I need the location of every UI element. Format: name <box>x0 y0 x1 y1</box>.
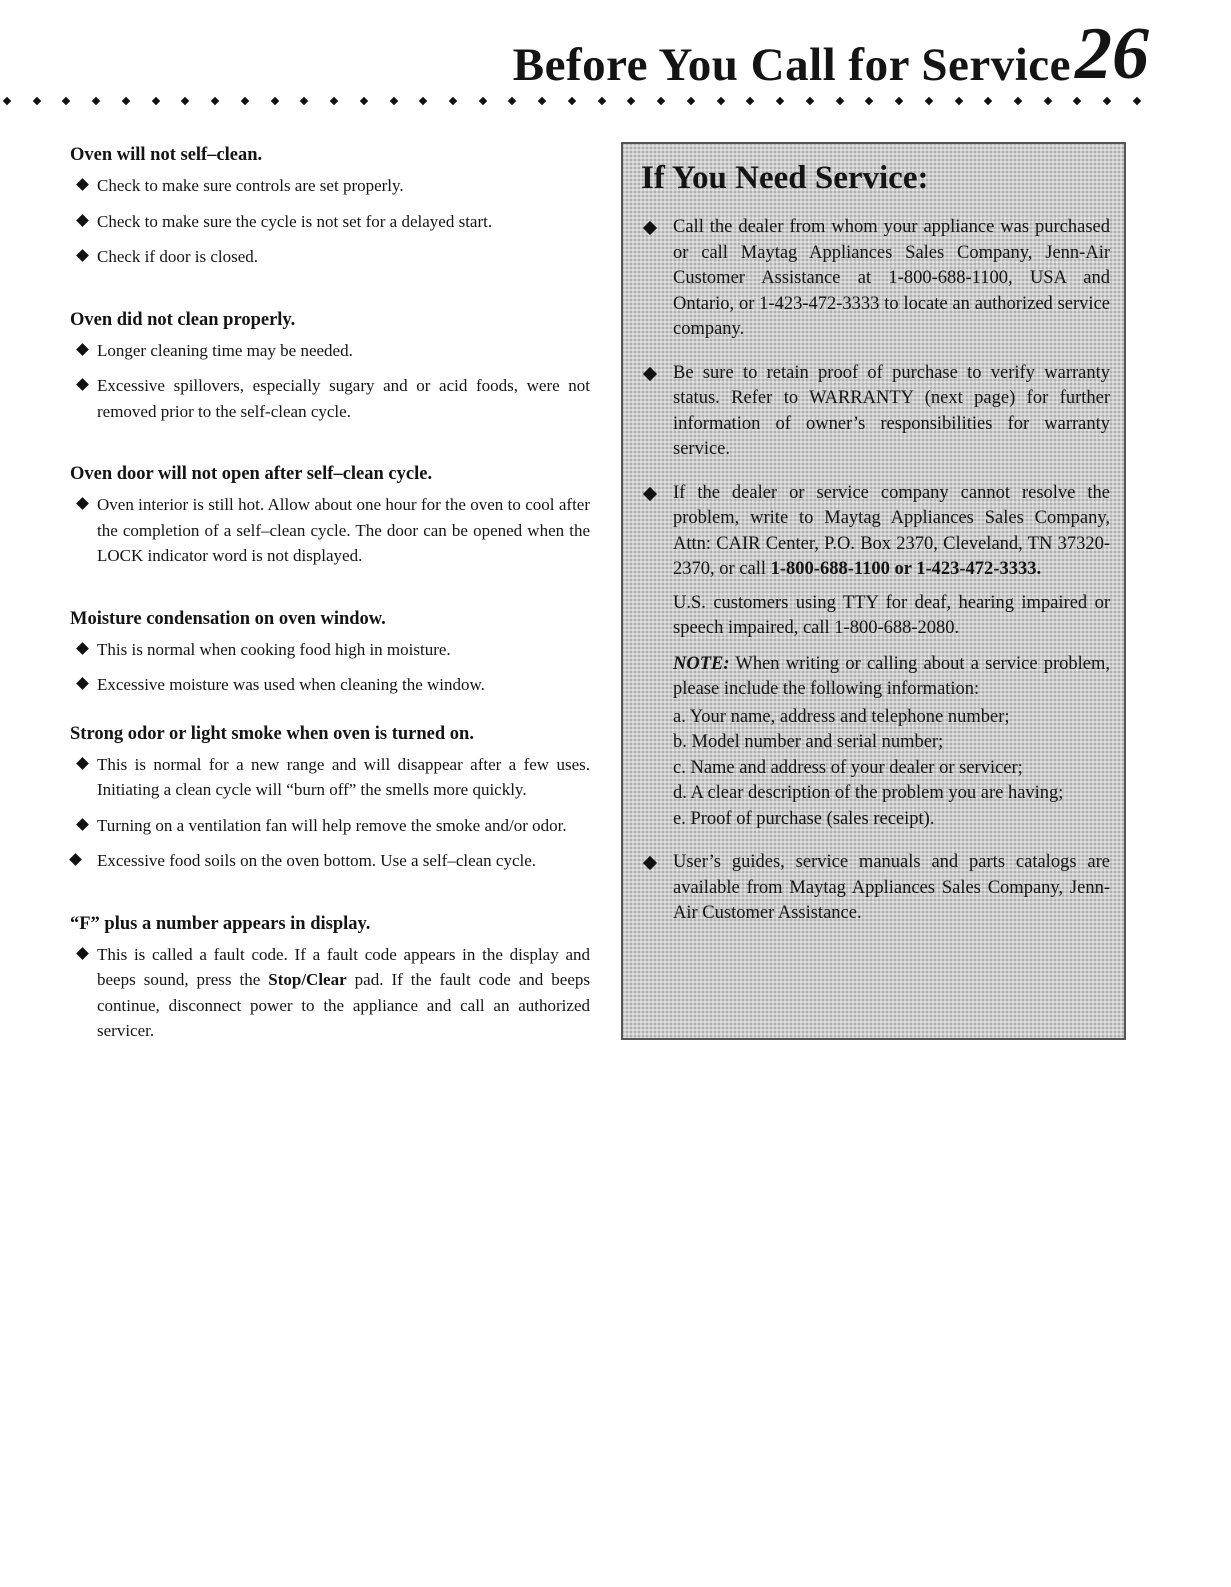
diamond-bullet-icon <box>76 677 89 690</box>
diamond-ornament-icon <box>360 97 368 105</box>
note-list-item: b. Model number and serial number; <box>673 732 944 752</box>
bullet-text: Check to make sure controls are set properly. <box>97 176 404 195</box>
note-list-item: e. Proof of purchase (sales receipt). <box>673 808 935 829</box>
note-list-item: d. A clear description of the problem you are having; <box>673 783 1064 803</box>
diamond-ornament-icon <box>1073 97 1081 105</box>
diamond-ornament-icon <box>657 97 665 105</box>
bullet-item <box>70 848 590 874</box>
service-text: Call the dealer from whom your appliance was purchased or call Maytag Appliances Sales Company, Jenn-Air Customer Assistance at 1-800-688-1100, USA and Ontario, or 1-423-472-3333 to locate an authorized service company. <box>673 217 1110 339</box>
page-number: 26 <box>1075 13 1149 95</box>
diamond-bullet-icon <box>69 853 82 866</box>
diamond-ornament-icon <box>597 97 605 105</box>
diamond-ornament-icon <box>270 97 278 105</box>
diamond-ornament-icon <box>746 97 754 105</box>
troubleshooting-column <box>70 143 590 1068</box>
diamond-ornament-icon <box>1043 97 1051 105</box>
section-heading: “F” plus a number appears in display. <box>70 913 371 934</box>
diamond-bullet-icon <box>76 343 89 356</box>
diamond-ornament-icon <box>984 97 992 105</box>
diamond-ornament-icon <box>865 97 873 105</box>
diamond-ornament-icon <box>300 97 308 105</box>
bullet-text: Turning on a ventilation fan will help remove the smoke and/or odor. <box>97 815 567 835</box>
bullet-item <box>70 942 590 1044</box>
bullet-text: Excessive spillovers, especially sugary and or acid foods, were not removed prior to the self-clean cycle. <box>97 376 590 421</box>
diamond-bullet-icon <box>643 366 657 380</box>
diamond-bullet-icon <box>76 378 89 391</box>
diamond-ornament-icon <box>181 97 189 105</box>
service-phone-numbers: 1-800-688-1100 or 1-423-472-3333. <box>770 559 1042 579</box>
service-text: If the dealer or service company cannot resolve the problem, write to Maytag Appliances Sales Company, Attn: CAIR Center, P.O. Box 2370, Cleveland, TN 37320-2370, or call <box>673 482 1110 579</box>
diamond-ornament-icon <box>241 97 249 105</box>
service-text: User’s guides, service manuals and parts catalogs are available from Maytag Appliances Sales Company, Jenn-Air Customer Assistance. <box>673 852 1110 923</box>
diamond-ornament-icon <box>330 97 338 105</box>
bullet-item <box>70 752 590 803</box>
diamond-ornament-icon <box>806 97 814 105</box>
section-fault-code <box>70 912 590 1044</box>
diamond-ornament-icon <box>508 97 516 105</box>
page-title: Before You Call for Service <box>512 39 1071 91</box>
bullet-item <box>70 244 590 270</box>
note-text: When writing or calling about a service problem, please include the following information: <box>673 653 1110 699</box>
diamond-bullet-icon <box>643 856 657 870</box>
diamond-bullet-icon <box>643 486 657 500</box>
diamond-ornament-icon <box>122 97 130 105</box>
note-list <box>645 705 1110 833</box>
service-item <box>645 215 1110 343</box>
bullet-text: Excessive food soils on the oven bottom. Use a self–clean cycle. <box>97 851 537 870</box>
bullet-text: pad. If the fault code and beeps continue, disconnect power to the appliance and call an authorized servicer. <box>97 970 590 1040</box>
diamond-bullet-icon <box>76 178 89 191</box>
bullet-text: This is normal when cooking food high in moisture. <box>97 639 451 659</box>
diamond-ornament-icon <box>419 97 427 105</box>
diamond-bullet-icon <box>76 642 89 655</box>
diamond-bullet-icon <box>643 221 657 235</box>
note-list-item: c. Name and address of your dealer or servicer; <box>673 757 1023 778</box>
section-heading: Moisture condensation on oven window. <box>70 608 386 629</box>
diamond-ornament-icon <box>1133 97 1141 105</box>
diamond-ornament-icon <box>62 97 70 105</box>
bullet-text: Longer cleaning time may be needed. <box>97 340 353 360</box>
tty-paragraph: U.S. customers using TTY for deaf, hearing impaired or speech impaired, call 1-800-688-2080. <box>673 592 1110 638</box>
bullet-text: Check if door is closed. <box>97 247 258 266</box>
note-list-item: a. Your name, address and telephone number; <box>673 706 1010 727</box>
bullet-text: This is normal for a new range and will disappear after a few uses. Initiating a clean cycle will “burn off” the smells more quickly. <box>97 754 590 799</box>
diamond-bullet-icon <box>76 818 89 831</box>
bullet-text: Oven interior is still hot. Allow about one hour for the oven to cool after the completion of a self–clean cycle. The door can be opened when the LOCK indicator word is not displayed. <box>97 495 590 565</box>
service-box-title: If You Need Service: <box>641 160 929 196</box>
section-moisture <box>70 607 590 698</box>
note-label: NOTE: <box>673 653 730 674</box>
service-item <box>645 361 1110 463</box>
section-odor-smoke <box>70 722 590 874</box>
diamond-bullet-icon <box>76 249 89 262</box>
bullet-text: This is called a fault code. If a fault code appears in the display and beeps sound, press the <box>97 944 590 989</box>
diamond-ornament-icon <box>627 97 635 105</box>
bullet-item <box>70 173 590 199</box>
note-paragraph <box>645 652 1110 703</box>
section-heading: Oven door will not open after self–clean cycle. <box>70 464 433 484</box>
diamond-ornament-icon <box>835 97 843 105</box>
service-info-box <box>621 142 1126 1040</box>
section-door-will-not-open <box>70 462 590 569</box>
diamond-ornament-icon <box>716 97 724 105</box>
bullet-item <box>70 492 590 569</box>
bullet-item <box>70 373 590 424</box>
diamond-ornament-icon <box>1014 97 1022 105</box>
diamond-divider <box>4 93 1140 109</box>
service-text: Be sure to retain proof of purchase to verify warranty status. Refer to WARRANTY (next page) for further information of owner’s responsibilities for warranty service. <box>673 362 1110 459</box>
diamond-bullet-icon <box>76 947 89 960</box>
bullet-item <box>70 637 590 663</box>
diamond-ornament-icon <box>151 97 159 105</box>
diamond-ornament-icon <box>687 97 695 105</box>
diamond-ornament-icon <box>1103 97 1111 105</box>
diamond-ornament-icon <box>776 97 784 105</box>
diamond-ornament-icon <box>954 97 962 105</box>
section-self-clean <box>70 143 590 270</box>
section-heading: Strong odor or light smoke when oven is turned on. <box>70 723 474 744</box>
stop-clear-pad-label: Stop/Clear <box>268 970 347 989</box>
diamond-bullet-icon <box>76 757 89 770</box>
bullet-text: Excessive moisture was used when cleaning the window. <box>97 675 485 694</box>
diamond-ornament-icon <box>479 97 487 105</box>
service-item <box>645 850 1110 927</box>
diamond-ornament-icon <box>895 97 903 105</box>
bullet-text: Check to make sure the cycle is not set for a delayed start. <box>97 211 493 231</box>
diamond-bullet-icon <box>76 214 89 227</box>
bullet-item <box>70 338 590 364</box>
diamond-ornament-icon <box>92 97 100 105</box>
service-item <box>645 481 1110 583</box>
diamond-ornament-icon <box>211 97 219 105</box>
diamond-ornament-icon <box>449 97 457 105</box>
section-heading: Oven will not self–clean. <box>70 145 263 165</box>
bullet-item <box>70 209 590 235</box>
diamond-ornament-icon <box>3 97 11 105</box>
section-heading: Oven did not clean properly. <box>70 309 296 330</box>
diamond-bullet-icon <box>76 497 89 510</box>
bullet-item <box>70 672 590 698</box>
diamond-ornament-icon <box>32 97 40 105</box>
bullet-item <box>70 813 590 839</box>
diamond-ornament-icon <box>389 97 397 105</box>
diamond-ornament-icon <box>568 97 576 105</box>
diamond-ornament-icon <box>538 97 546 105</box>
section-not-clean <box>70 308 590 425</box>
diamond-ornament-icon <box>925 97 933 105</box>
